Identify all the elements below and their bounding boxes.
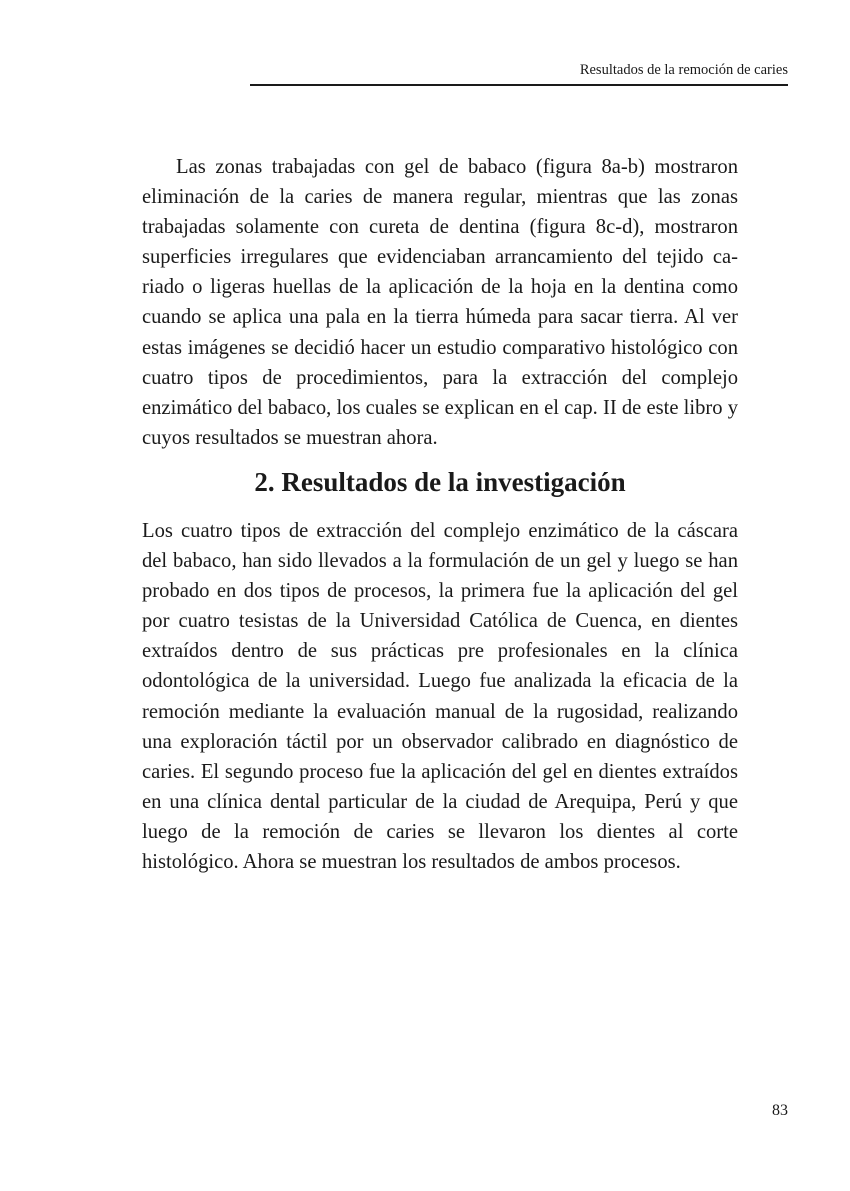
body-paragraph: Los cuatro tipos de extracción del complejo enzimático de la cáscara del babaco, han sido llevados a la formulación de un gel y luego se han probado en dos tipos de procesos, la primera fue la aplicación del gel por cuatro tesistas de la Universidad Católica de Cuenca, en dientes extraídos dentro de sus prácticas pre profesionales en la clínica odontológica de la universidad. Luego fue analizada la eficacia de la remoción mediante la evaluación manual de la rugosidad, realizando una exploración táctil por un observador calibrado en diagnóstico de caries. El segundo proceso fue la aplicación del gel en dientes extraídos en una clínica dental particular de la ciudad de Arequipa, Perú y que luego de la remoción de caries se llevaron los dientes al corte histológico. Ahora se muestran los resultados de ambos procesos. bbox=[142, 520, 738, 874]
header-rule bbox=[250, 84, 788, 86]
section-heading: 2. Resultados de la investigación bbox=[254, 467, 626, 497]
body-paragraph: Las zonas trabajadas con gel de babaco (figura 8a-b) mostraron eliminación de la caries de manera regular, mientras que las zonas trabajadas solamente con cureta de dentina (figura 8c-d), mostraron superficies irregulares que evidenciaban arrancamiento del tejido cariado o ligeras huellas de la aplicación de la hoja en la dentina como cuando se aplica una pala en la tierra húmeda para sacar tierra. Al ver estas imágenes se decidió hacer un estudio comparativo histológico con cuatro tipos de procedimientos, para la extracción del complejo enzimático del babaco, los cuales se explican en el cap. II de este libro y cuyos resultados se muestran ahora. bbox=[142, 156, 738, 449]
page-number: 83 bbox=[772, 1102, 788, 1119]
running-header: Resultados de la remoción de caries bbox=[579, 62, 788, 78]
